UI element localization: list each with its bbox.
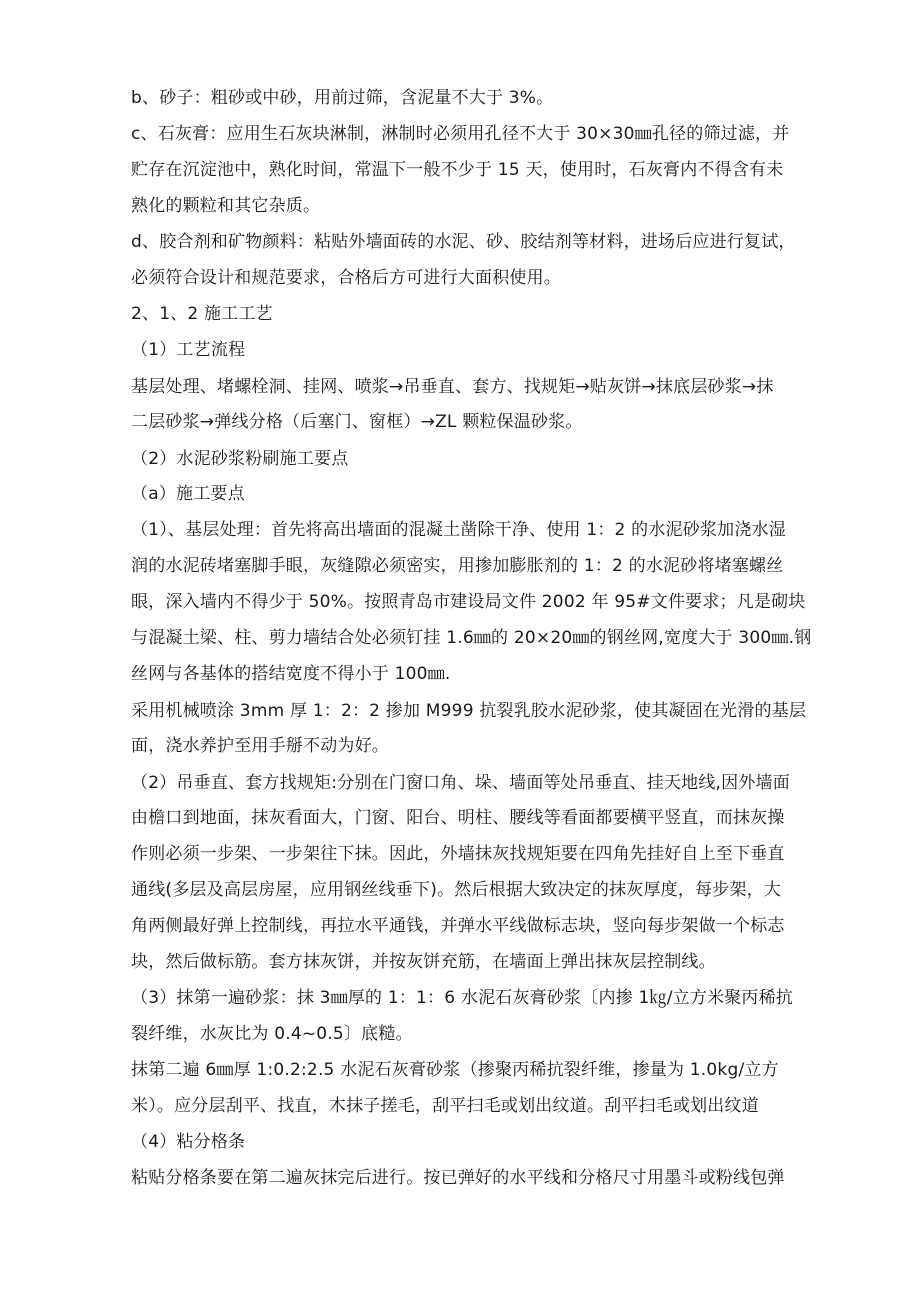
text-line: 通线(多层及高层房屋，应用钢丝线垂下)。然后根据大致决定的抹灰厚度，每步架，大 bbox=[131, 880, 782, 900]
text-line: d、胶合剂和矿物颜料：粘贴外墙面砖的水泥、砂、胶结剂等材料，进场后应进行复试， bbox=[131, 232, 796, 252]
text-line: （1）、基层处理：首先将高出墙面的混凝土凿除干净、使用 1：2 的水泥砂浆加浇水湿 bbox=[131, 520, 786, 540]
text-line: 熟化的颗粒和其它杂质。 bbox=[131, 196, 321, 216]
subsection-heading: （4）粘分格条 bbox=[131, 1132, 246, 1152]
text-line: 作则必须一步架、一步架往下抹。因此，外墙抹灰找规矩要在四角先挂好自上至下垂直 bbox=[131, 844, 785, 864]
text-line: 粘贴分格条要在第二遍灰抹完后进行。按已弹好的水平线和分格尺寸用墨斗或粉线包弹 bbox=[131, 1168, 785, 1188]
text-line: 块，然后做标筋。套方抹灰饼，并按灰饼充筋，在墙面上弹出抹灰层控制线。 bbox=[131, 952, 716, 972]
text-line: 基层处理、堵螺栓洞、挂网、喷浆→吊垂直、套方、找规矩→贴灰饼→抹底层砂浆→抹 bbox=[131, 377, 774, 397]
text-line: c、石灰膏：应用生石灰块淋制，淋制时必须用孔径不大于 30×30㎜孔径的筛过滤，并 bbox=[131, 124, 790, 144]
text-line: 抹第二遍 6㎜厚 1:0.2:2.5 水泥石灰膏砂浆（掺聚丙稀抗裂纤维，掺量为 1.0kg/立方 bbox=[131, 1060, 779, 1080]
text-line: 米）。应分层刮平、找直，木抹子搓毛，刮平扫毛或划出纹道。刮平扫毛或划出纹道 bbox=[131, 1096, 759, 1116]
text-line: 必须符合设计和规范要求，合格后方可进行大面积使用。 bbox=[131, 268, 561, 288]
text-line: 丝网与各基体的搭结宽度不得小于 100㎜. bbox=[131, 664, 451, 684]
text-line: 由檐口到地面，抹灰看面大，门窗、阳台、明柱、腰线等看面都要横平竖直，而抹灰操 bbox=[131, 808, 785, 828]
subsection-heading: （2）水泥砂浆粉刷施工要点 bbox=[131, 449, 349, 469]
subsection-heading: （1）工艺流程 bbox=[131, 340, 246, 360]
text-line: b、砂子：粗砂或中砂，用前过筛，含泥量不大于 3%。 bbox=[131, 88, 554, 108]
text-line: 润的水泥砖堵塞脚手眼，灰缝隙必须密实，用掺加膨胀剂的 1：2 的水泥砂将堵塞螺丝 bbox=[131, 556, 784, 576]
text-line: （3）抹第一遍砂浆：抹 3㎜厚的 1：1：6 水泥石灰膏砂浆〔内掺 1㎏/立方米聚丙稀抗 bbox=[131, 988, 794, 1008]
subsection-heading: （a）施工要点 bbox=[131, 484, 245, 504]
text-line: （2）吊垂直、套方找规矩:分别在门窗口角、垛、墙面等处吊垂直、挂天地线,因外墙面 bbox=[131, 773, 790, 793]
section-heading: 2、1、2 施工工艺 bbox=[131, 304, 273, 324]
text-line: 贮存在沉淀池中，熟化时间，常温下一般不少于 15 天，使用时，石灰膏内不得含有未 bbox=[131, 160, 784, 180]
text-line: 眼，深入墙内不得少于 50%。按照青岛市建设局文件 2002 年 95#文件要求；凡是砌块 bbox=[131, 592, 806, 612]
text-line: 与混凝土梁、柱、剪力墙结合处必须钉挂 1.6㎜的 20×20㎜的钢丝网,宽度大于 300㎜.钢 bbox=[131, 628, 812, 648]
text-line: 二层砂浆→弹线分格（后塞门、窗框）→ZL 颗粒保温砂浆。 bbox=[131, 412, 583, 432]
text-line: 面，浇水养护至用手掰不动为好。 bbox=[131, 736, 389, 756]
text-line: 采用机械喷涂 3mm 厚 1：2：2 掺加 M999 抗裂乳胶水泥砂浆，使其凝固在光滑的基层 bbox=[131, 701, 807, 721]
text-line: 角两侧最好弹上控制线，再拉水平通钱，并弹水平线做标志块，竖向每步架做一个标志 bbox=[131, 916, 785, 936]
text-line: 裂纤维，水灰比为 0.4~0.5〕底糙。 bbox=[131, 1024, 413, 1044]
